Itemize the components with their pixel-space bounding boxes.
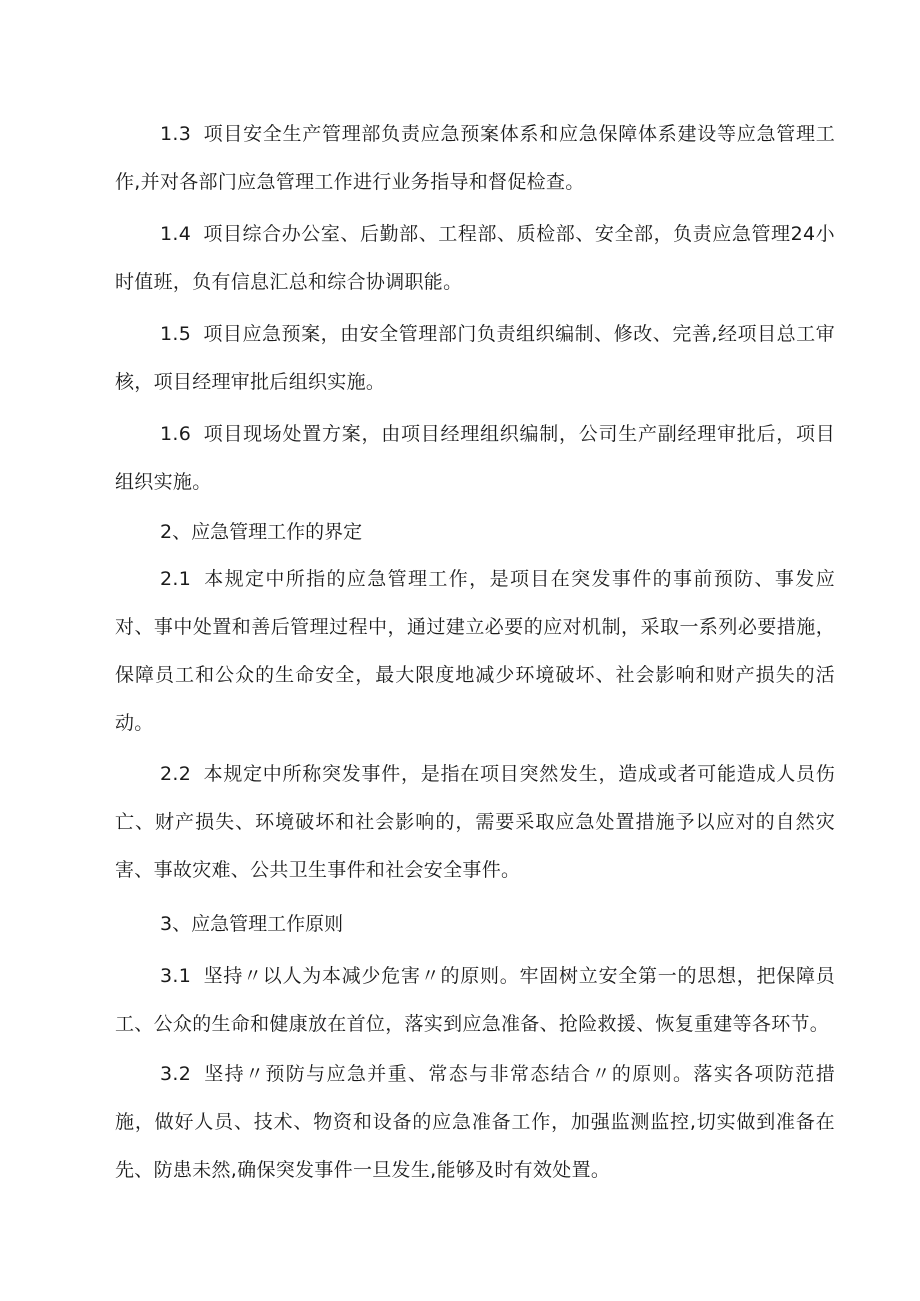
paragraph-1-3: [115, 110, 835, 206]
clause-text: 本规定中所指的应急管理工作，是项目在突发事件的事前预防、事发应对、事中处置和善后管理过程中，通过建立必要的应对机制，采取一系列必要措施，保障员工和公众的生命安全，最大限度地减少环境破坏、社会影响和财产损失的活动。: [115, 568, 835, 734]
paragraph-2-2: [115, 750, 835, 894]
paragraph-3-1: [115, 952, 835, 1048]
clause-number: 2.1: [160, 568, 192, 590]
section-heading-2: 2、应急管理工作的界定: [160, 521, 363, 543]
clause-number: 3.1: [160, 965, 192, 987]
clause-text: 项目安全生产管理部负责应急预案体系和应急保障体系建设等应急管理工作,并对各部门应急管理工作进行业务指导和督促检查。: [115, 123, 835, 193]
paragraph-3-2: [115, 1050, 835, 1194]
paragraph-2-1: [115, 555, 835, 747]
clause-text: 项目应急预案，由安全管理部门负责组织编制、修改、完善,经项目总工审核，项目经理审批后组织实施。: [115, 323, 835, 393]
clause-text: 坚持〃以人为本减少危害〃的原则。牢固树立安全第一的思想，把保障员工、公众的生命和健康放在首位，落实到应急准备、抢险救援、恢复重建等各环节。: [115, 965, 835, 1035]
clause-number: 1.3: [160, 123, 192, 145]
clause-number: 1.4: [160, 223, 192, 245]
paragraph-1-4: [115, 210, 835, 306]
clause-number: 3.2: [160, 1063, 192, 1085]
clause-text: 项目综合办公室、后勤部、工程部、质检部、安全部，负责应急管理24小时值班，负有信息汇总和综合协调职能。: [115, 223, 835, 293]
paragraph-1-5: [115, 310, 835, 406]
clause-number: 2.2: [160, 763, 192, 785]
section-heading-3: 3、应急管理工作原则: [160, 913, 344, 935]
clause-number: 1.6: [160, 423, 192, 445]
clause-number: 1.5: [160, 323, 192, 345]
clause-text: 本规定中所称突发事件，是指在项目突然发生，造成或者可能造成人员伤亡、财产损失、环境破坏和社会影响的，需要采取应急处置措施予以应对的自然灾害、事故灾难、公共卫生事件和社会安全事件。: [115, 763, 835, 881]
paragraph-1-6: [115, 410, 835, 506]
clause-text: 项目现场处置方案，由项目经理组织编制，公司生产副经理审批后，项目组织实施。: [115, 423, 835, 493]
clause-text: 坚持〃预防与应急并重、常态与非常态结合〃的原则。落实各项防范措施，做好人员、技术、物资和设备的应急准备工作，加强监测监控,切实做到准备在先、防患未然,确保突发事件一旦发生,能够及时有效处置。: [115, 1063, 835, 1181]
